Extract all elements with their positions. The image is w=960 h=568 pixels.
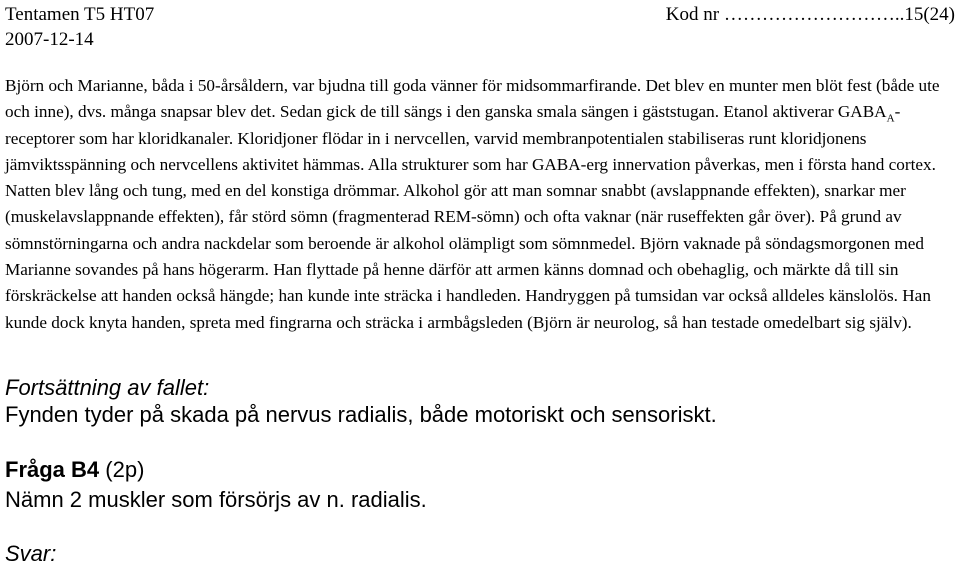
question-points: (2p)	[99, 457, 145, 482]
exam-title: Tentamen T5 HT07	[5, 4, 155, 25]
page-header	[5, 2, 955, 50]
exam-date: 2007-12-14	[5, 29, 94, 50]
question-title: Fråga B4	[5, 457, 100, 482]
question-heading	[5, 455, 144, 485]
story-part-2: -receptorer som har kloridkanaler. Kloridjoner flödar in i nervcellen, varvid membranpotentialen stabiliseras runt kloridjonens jämviktsspänning och nervcellens aktivitet hämmas. Alla strukturer som har GABA-erg innervation påverkas, men i första hand cortex. Natten blev lång och tung, med en del konstiga drömmar. Alkohol gör att man somnar snabbt (avslappnande effekten), snarkar mer (muskelavslappnande effekten), får störd sömn (fragmenterad REM-sömn) och ofta vaknar (när ruseffekten går över). På grund av sömnstörningarna och andra nackdelar som beroende är alkohol olämpligt som sömnmedel. Björn vaknade på söndagsmorgonen med Marianne sovandes på hans högerarm. Han flyttade på henne därför att armen känns domnad och obehaglig, och märkte då till sin förskräckelse att handen också hängde; han kunde inte sträcka i handleden. Handryggen på tumsidan var också alldeles känslolös. Han kunde dock knyta handen, spreta med fingrarna och sträcka i armbågsleden (Björn är neurolog, så han testade omedelbart sig själv).	[5, 102, 936, 332]
code-number: Kod nr ………………………..15(24)	[665, 4, 955, 25]
gaba-subscript: A	[886, 112, 895, 125]
continuation-label: Fortsättning av fallet:	[5, 375, 210, 400]
continuation-text: Fynden tyder på skada på nervus radialis, både motoriskt och sensoriskt.	[5, 402, 717, 427]
story-part-1: Björn och Marianne, båda i 50-årsåldern, var bjudna till goda vänner för midsommarfirande. Det blev en munter men blöt fest (både ute och inne), dvs. många snapsar blev det. Sedan gick de till sängs i den ganska smala sängen i gäststugan. Etanol aktiverar GABA	[5, 76, 940, 122]
answer-label: Svar:	[5, 541, 57, 566]
case-story	[5, 73, 955, 336]
question-text: Nämn 2 muskler som försörjs av n. radialis.	[5, 487, 427, 512]
